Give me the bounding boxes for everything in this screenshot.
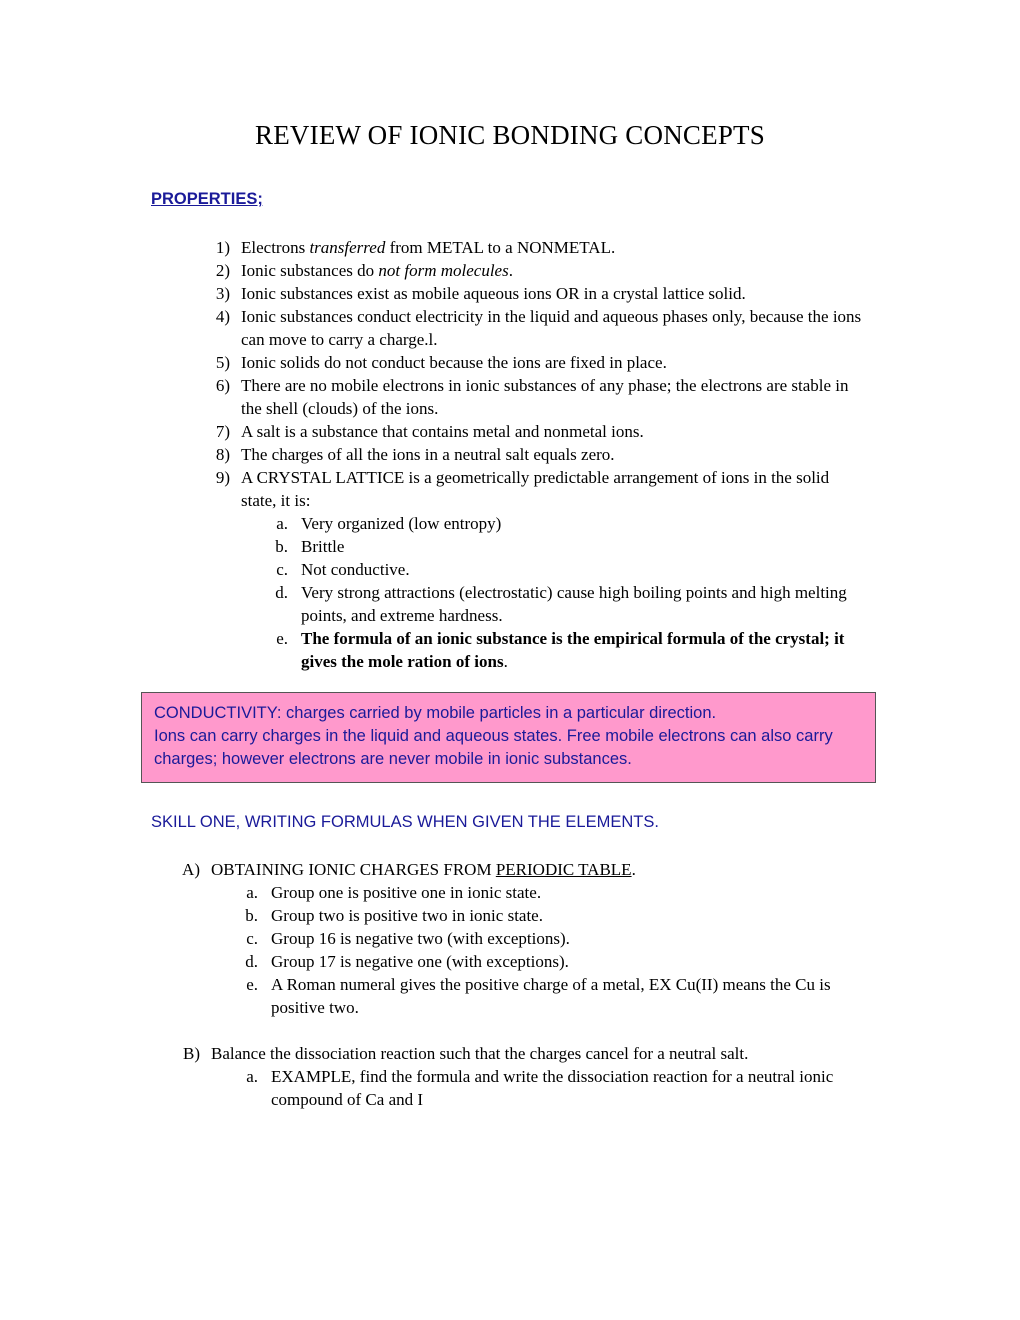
property-marker: 8) (215, 445, 230, 464)
lattice-text: Not conductive. (301, 560, 410, 579)
lattice-marker: d. (275, 583, 288, 602)
property-marker: 9) (215, 468, 230, 487)
section-a-text: OBTAINING IONIC CHARGES FROM (211, 860, 496, 879)
charge-rule-marker: a. (246, 883, 258, 902)
conductivity-box (141, 692, 876, 783)
lattice-marker: e. (276, 629, 288, 648)
charge-rule-text: Group two is positive two in ionic state. (271, 906, 543, 925)
charge-rule-text: Group one is positive one in ionic state. (271, 883, 542, 902)
property-text: There are no mobile electrons in ionic substances of any phase; the electrons are stable in the shell (clouds) of the ions. (241, 376, 849, 418)
property-text: Ionic substances do not form molecules. (241, 261, 513, 280)
charge-rule-marker: b. (245, 906, 258, 925)
charge-rule-marker: d. (245, 952, 258, 971)
property-marker: 7) (215, 422, 230, 441)
property-text: A CRYSTAL LATTICE is a geometrically predictable arrangement of ions in the solid state, it is: (241, 468, 830, 510)
lattice-text: Very strong attractions (electrostatic) cause high boiling points and high melting points, and extreme hardness. (301, 583, 847, 625)
section-a-period: . (631, 860, 636, 879)
property-text: Ionic solids do not conduct because the ions are fixed in place. (241, 353, 667, 372)
charge-rule-text: Group 16 is negative two (with exceptions). (271, 929, 570, 948)
property-text: Electrons transferred from METAL to a NONMETAL. (241, 238, 616, 257)
charge-rule-text: A Roman numeral gives the positive charge of a metal, EX Cu(II) means the Cu is positive two. (271, 975, 831, 1017)
section-b-text: Balance the dissociation reaction such that the charges cancel for a neutral salt. (211, 1044, 749, 1063)
lattice-text: The formula of an ionic substance is the empirical formula of the crystal; it gives the mole ration of ions. (301, 629, 845, 671)
conductivity-definition: CONDUCTIVITY: charges carried by mobile particles in a particular direction. (154, 704, 717, 722)
property-marker: 3) (215, 284, 230, 303)
lattice-marker: b. (275, 537, 288, 556)
charge-rule-marker: c. (246, 929, 258, 948)
property-text: Ionic substances conduct electricity in the liquid and aqueous phases only, because the ions can move to carry a charge.l. (241, 307, 862, 349)
property-marker: 6) (215, 376, 230, 395)
property-marker: 2) (215, 261, 230, 280)
example-marker: a. (246, 1067, 258, 1086)
example-text: EXAMPLE, find the formula and write the dissociation reaction for a neutral ionic compound of Ca and I (271, 1067, 834, 1109)
page-title: REVIEW OF IONIC BONDING CONCEPTS (255, 120, 765, 150)
lattice-text: Brittle (301, 537, 345, 556)
charge-rule-text: Group 17 is negative one (with exceptions). (271, 952, 569, 971)
property-marker: 1) (215, 238, 230, 257)
charge-rule-marker: e. (246, 975, 258, 994)
periodic-table-link[interactable]: PERIODIC TABLE (495, 860, 632, 879)
lattice-marker: c. (276, 560, 288, 579)
skill-one-heading: SKILL ONE, WRITING FORMULAS WHEN GIVEN THE ELEMENTS. (151, 813, 659, 831)
property-text: A salt is a substance that contains metal and nonmetal ions. (241, 422, 644, 441)
lattice-text: Very organized (low entropy) (301, 514, 502, 533)
conductivity-explanation: Ions can carry charges in the liquid and aqueous states. Free mobile electrons can also carry charges; however electrons are never mobile in ionic substances. (154, 727, 833, 768)
lattice-marker: a. (276, 514, 288, 533)
property-marker: 5) (215, 353, 230, 372)
section-b-label: B) (183, 1044, 200, 1063)
property-text: Ionic substances exist as mobile aqueous ions OR in a crystal lattice solid. (241, 284, 746, 303)
property-marker: 4) (215, 307, 230, 326)
section-a-label: A) (182, 860, 200, 879)
properties-heading: PROPERTIES; (151, 190, 263, 208)
property-text: The charges of all the ions in a neutral salt equals zero. (241, 445, 615, 464)
